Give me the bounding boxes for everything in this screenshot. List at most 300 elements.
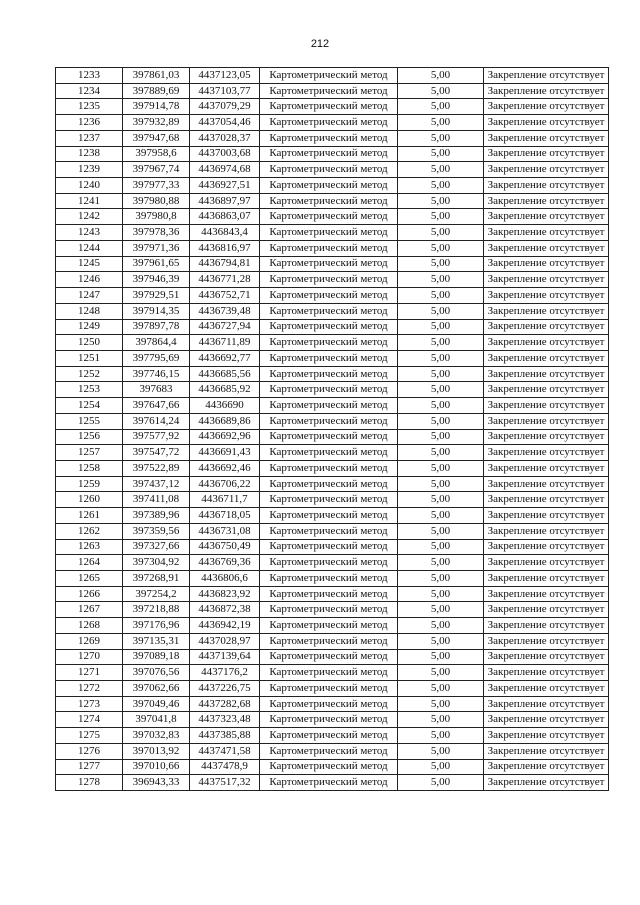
accuracy-cell: 5,00 xyxy=(398,68,484,84)
y-coordinate-cell: 4437103,77 xyxy=(190,83,260,99)
y-coordinate-cell: 4436692,96 xyxy=(190,429,260,445)
x-coordinate-cell: 397304,92 xyxy=(123,555,190,571)
x-coordinate-cell: 397062,66 xyxy=(123,681,190,697)
point-number-cell: 1268 xyxy=(56,618,123,634)
coordinates-table-body xyxy=(56,68,609,791)
point-number-cell: 1247 xyxy=(56,288,123,304)
y-coordinate-cell: 4436872,38 xyxy=(190,602,260,618)
table-row xyxy=(56,775,609,791)
x-coordinate-cell: 397961,65 xyxy=(123,256,190,272)
table-row xyxy=(56,130,609,146)
accuracy-cell: 5,00 xyxy=(398,602,484,618)
accuracy-cell: 5,00 xyxy=(398,366,484,382)
y-coordinate-cell: 4436974,68 xyxy=(190,162,260,178)
method-cell: Картометрический метод xyxy=(260,759,398,775)
table-row xyxy=(56,476,609,492)
fixing-description-cell: Закрепление отсутствует xyxy=(484,303,609,319)
method-cell: Картометрический метод xyxy=(260,209,398,225)
x-coordinate-cell: 397897,78 xyxy=(123,319,190,335)
method-cell: Картометрический метод xyxy=(260,193,398,209)
table-row xyxy=(56,712,609,728)
x-coordinate-cell: 397076,56 xyxy=(123,665,190,681)
point-number-cell: 1237 xyxy=(56,130,123,146)
x-coordinate-cell: 397647,66 xyxy=(123,398,190,414)
table-row xyxy=(56,398,609,414)
y-coordinate-cell: 4436689,86 xyxy=(190,413,260,429)
point-number-cell: 1245 xyxy=(56,256,123,272)
accuracy-cell: 5,00 xyxy=(398,272,484,288)
x-coordinate-cell: 397577,92 xyxy=(123,429,190,445)
x-coordinate-cell: 397032,83 xyxy=(123,728,190,744)
method-cell: Картометрический метод xyxy=(260,99,398,115)
point-number-cell: 1251 xyxy=(56,350,123,366)
table-row xyxy=(56,586,609,602)
point-number-cell: 1276 xyxy=(56,743,123,759)
fixing-description-cell: Закрепление отсутствует xyxy=(484,743,609,759)
method-cell: Картометрический метод xyxy=(260,350,398,366)
accuracy-cell: 5,00 xyxy=(398,83,484,99)
x-coordinate-cell: 397795,69 xyxy=(123,350,190,366)
table-row xyxy=(56,303,609,319)
table-row xyxy=(56,350,609,366)
y-coordinate-cell: 4436685,92 xyxy=(190,382,260,398)
y-coordinate-cell: 4436897,97 xyxy=(190,193,260,209)
y-coordinate-cell: 4436823,92 xyxy=(190,586,260,602)
accuracy-cell: 5,00 xyxy=(398,712,484,728)
point-number-cell: 1259 xyxy=(56,476,123,492)
fixing-description-cell: Закрепление отсутствует xyxy=(484,555,609,571)
table-row xyxy=(56,115,609,131)
table-row xyxy=(56,288,609,304)
accuracy-cell: 5,00 xyxy=(398,382,484,398)
method-cell: Картометрический метод xyxy=(260,743,398,759)
accuracy-cell: 5,00 xyxy=(398,350,484,366)
method-cell: Картометрический метод xyxy=(260,696,398,712)
accuracy-cell: 5,00 xyxy=(398,429,484,445)
method-cell: Картометрический метод xyxy=(260,256,398,272)
method-cell: Картометрический метод xyxy=(260,775,398,791)
method-cell: Картометрический метод xyxy=(260,130,398,146)
table-row xyxy=(56,445,609,461)
point-number-cell: 1252 xyxy=(56,366,123,382)
table-row xyxy=(56,508,609,524)
fixing-description-cell: Закрепление отсутствует xyxy=(484,775,609,791)
method-cell: Картометрический метод xyxy=(260,665,398,681)
method-cell: Картометрический метод xyxy=(260,225,398,241)
table-row xyxy=(56,523,609,539)
fixing-description-cell: Закрепление отсутствует xyxy=(484,413,609,429)
y-coordinate-cell: 4437003,68 xyxy=(190,146,260,162)
table-row xyxy=(56,743,609,759)
table-row xyxy=(56,555,609,571)
fixing-description-cell: Закрепление отсутствует xyxy=(484,476,609,492)
accuracy-cell: 5,00 xyxy=(398,413,484,429)
method-cell: Картометрический метод xyxy=(260,83,398,99)
x-coordinate-cell: 397089,18 xyxy=(123,649,190,665)
x-coordinate-cell: 397218,88 xyxy=(123,602,190,618)
fixing-description-cell: Закрепление отсутствует xyxy=(484,335,609,351)
accuracy-cell: 5,00 xyxy=(398,555,484,571)
x-coordinate-cell: 397041,8 xyxy=(123,712,190,728)
method-cell: Картометрический метод xyxy=(260,146,398,162)
y-coordinate-cell: 4436685,56 xyxy=(190,366,260,382)
y-coordinate-cell: 4436739,48 xyxy=(190,303,260,319)
accuracy-cell: 5,00 xyxy=(398,225,484,241)
x-coordinate-cell: 397176,96 xyxy=(123,618,190,634)
y-coordinate-cell: 4436690 xyxy=(190,398,260,414)
method-cell: Картометрический метод xyxy=(260,571,398,587)
x-coordinate-cell: 397389,96 xyxy=(123,508,190,524)
accuracy-cell: 5,00 xyxy=(398,193,484,209)
table-row xyxy=(56,633,609,649)
accuracy-cell: 5,00 xyxy=(398,162,484,178)
y-coordinate-cell: 4437054,46 xyxy=(190,115,260,131)
y-coordinate-cell: 4437028,37 xyxy=(190,130,260,146)
method-cell: Картометрический метод xyxy=(260,523,398,539)
accuracy-cell: 5,00 xyxy=(398,99,484,115)
table-row xyxy=(56,272,609,288)
accuracy-cell: 5,00 xyxy=(398,586,484,602)
fixing-description-cell: Закрепление отсутствует xyxy=(484,288,609,304)
fixing-description-cell: Закрепление отсутствует xyxy=(484,99,609,115)
accuracy-cell: 5,00 xyxy=(398,398,484,414)
accuracy-cell: 5,00 xyxy=(398,492,484,508)
method-cell: Картометрический метод xyxy=(260,476,398,492)
fixing-description-cell: Закрепление отсутствует xyxy=(484,602,609,618)
point-number-cell: 1254 xyxy=(56,398,123,414)
x-coordinate-cell: 397746,15 xyxy=(123,366,190,382)
fixing-description-cell: Закрепление отсутствует xyxy=(484,696,609,712)
fixing-description-cell: Закрепление отсутствует xyxy=(484,681,609,697)
x-coordinate-cell: 397683 xyxy=(123,382,190,398)
accuracy-cell: 5,00 xyxy=(398,288,484,304)
x-coordinate-cell: 397614,24 xyxy=(123,413,190,429)
fixing-description-cell: Закрепление отсутствует xyxy=(484,523,609,539)
x-coordinate-cell: 397980,88 xyxy=(123,193,190,209)
accuracy-cell: 5,00 xyxy=(398,256,484,272)
method-cell: Картометрический метод xyxy=(260,429,398,445)
fixing-description-cell: Закрепление отсутствует xyxy=(484,728,609,744)
accuracy-cell: 5,00 xyxy=(398,476,484,492)
accuracy-cell: 5,00 xyxy=(398,115,484,131)
point-number-cell: 1255 xyxy=(56,413,123,429)
method-cell: Картометрический метод xyxy=(260,460,398,476)
y-coordinate-cell: 4436711,7 xyxy=(190,492,260,508)
y-coordinate-cell: 4436816,97 xyxy=(190,240,260,256)
accuracy-cell: 5,00 xyxy=(398,130,484,146)
y-coordinate-cell: 4436769,36 xyxy=(190,555,260,571)
table-row xyxy=(56,99,609,115)
point-number-cell: 1275 xyxy=(56,728,123,744)
y-coordinate-cell: 4437517,32 xyxy=(190,775,260,791)
x-coordinate-cell: 397958,6 xyxy=(123,146,190,162)
fixing-description-cell: Закрепление отсутствует xyxy=(484,130,609,146)
table-row xyxy=(56,83,609,99)
method-cell: Картометрический метод xyxy=(260,335,398,351)
method-cell: Картометрический метод xyxy=(260,492,398,508)
fixing-description-cell: Закрепление отсутствует xyxy=(484,146,609,162)
y-coordinate-cell: 4437323,48 xyxy=(190,712,260,728)
accuracy-cell: 5,00 xyxy=(398,775,484,791)
y-coordinate-cell: 4436843,4 xyxy=(190,225,260,241)
fixing-description-cell: Закрепление отсутствует xyxy=(484,633,609,649)
point-number-cell: 1235 xyxy=(56,99,123,115)
y-coordinate-cell: 4436731,08 xyxy=(190,523,260,539)
point-number-cell: 1269 xyxy=(56,633,123,649)
point-number-cell: 1257 xyxy=(56,445,123,461)
accuracy-cell: 5,00 xyxy=(398,303,484,319)
x-coordinate-cell: 397522,89 xyxy=(123,460,190,476)
table-row xyxy=(56,759,609,775)
x-coordinate-cell: 397947,68 xyxy=(123,130,190,146)
accuracy-cell: 5,00 xyxy=(398,508,484,524)
method-cell: Картометрический метод xyxy=(260,162,398,178)
table-row xyxy=(56,429,609,445)
y-coordinate-cell: 4437478,9 xyxy=(190,759,260,775)
point-number-cell: 1273 xyxy=(56,696,123,712)
point-number-cell: 1262 xyxy=(56,523,123,539)
table-row xyxy=(56,602,609,618)
table-row xyxy=(56,319,609,335)
point-number-cell: 1270 xyxy=(56,649,123,665)
table-row xyxy=(56,240,609,256)
fixing-description-cell: Закрепление отсутствует xyxy=(484,350,609,366)
table-row xyxy=(56,162,609,178)
x-coordinate-cell: 397946,39 xyxy=(123,272,190,288)
fixing-description-cell: Закрепление отсутствует xyxy=(484,240,609,256)
y-coordinate-cell: 4437471,58 xyxy=(190,743,260,759)
table-row xyxy=(56,256,609,272)
fixing-description-cell: Закрепление отсутствует xyxy=(484,649,609,665)
accuracy-cell: 5,00 xyxy=(398,335,484,351)
fixing-description-cell: Закрепление отсутствует xyxy=(484,193,609,209)
x-coordinate-cell: 397359,56 xyxy=(123,523,190,539)
fixing-description-cell: Закрепление отсутствует xyxy=(484,618,609,634)
y-coordinate-cell: 4436806,6 xyxy=(190,571,260,587)
point-number-cell: 1274 xyxy=(56,712,123,728)
point-number-cell: 1261 xyxy=(56,508,123,524)
method-cell: Картометрический метод xyxy=(260,366,398,382)
y-coordinate-cell: 4437139,64 xyxy=(190,649,260,665)
table-row xyxy=(56,539,609,555)
table-row xyxy=(56,665,609,681)
point-number-cell: 1278 xyxy=(56,775,123,791)
point-number-cell: 1240 xyxy=(56,178,123,194)
method-cell: Картометрический метод xyxy=(260,178,398,194)
method-cell: Картометрический метод xyxy=(260,539,398,555)
x-coordinate-cell: 397254,2 xyxy=(123,586,190,602)
y-coordinate-cell: 4437282,68 xyxy=(190,696,260,712)
method-cell: Картометрический метод xyxy=(260,649,398,665)
x-coordinate-cell: 397889,69 xyxy=(123,83,190,99)
table-row xyxy=(56,618,609,634)
point-number-cell: 1277 xyxy=(56,759,123,775)
point-number-cell: 1244 xyxy=(56,240,123,256)
accuracy-cell: 5,00 xyxy=(398,696,484,712)
table-row xyxy=(56,460,609,476)
point-number-cell: 1233 xyxy=(56,68,123,84)
point-number-cell: 1236 xyxy=(56,115,123,131)
x-coordinate-cell: 397268,91 xyxy=(123,571,190,587)
x-coordinate-cell: 397861,03 xyxy=(123,68,190,84)
accuracy-cell: 5,00 xyxy=(398,759,484,775)
method-cell: Картометрический метод xyxy=(260,319,398,335)
x-coordinate-cell: 397978,36 xyxy=(123,225,190,241)
x-coordinate-cell: 397914,78 xyxy=(123,99,190,115)
y-coordinate-cell: 4436692,77 xyxy=(190,350,260,366)
method-cell: Картометрический метод xyxy=(260,618,398,634)
method-cell: Картометрический метод xyxy=(260,115,398,131)
fixing-description-cell: Закрепление отсутствует xyxy=(484,586,609,602)
accuracy-cell: 5,00 xyxy=(398,240,484,256)
y-coordinate-cell: 4436727,94 xyxy=(190,319,260,335)
table-row xyxy=(56,696,609,712)
point-number-cell: 1271 xyxy=(56,665,123,681)
point-number-cell: 1250 xyxy=(56,335,123,351)
point-number-cell: 1258 xyxy=(56,460,123,476)
y-coordinate-cell: 4436691,43 xyxy=(190,445,260,461)
table-row xyxy=(56,492,609,508)
fixing-description-cell: Закрепление отсутствует xyxy=(484,115,609,131)
table-row xyxy=(56,681,609,697)
x-coordinate-cell: 397135,31 xyxy=(123,633,190,649)
method-cell: Картометрический метод xyxy=(260,413,398,429)
method-cell: Картометрический метод xyxy=(260,398,398,414)
y-coordinate-cell: 4436718,05 xyxy=(190,508,260,524)
point-number-cell: 1241 xyxy=(56,193,123,209)
point-number-cell: 1248 xyxy=(56,303,123,319)
x-coordinate-cell: 397977,33 xyxy=(123,178,190,194)
accuracy-cell: 5,00 xyxy=(398,209,484,225)
fixing-description-cell: Закрепление отсутствует xyxy=(484,68,609,84)
fixing-description-cell: Закрепление отсутствует xyxy=(484,759,609,775)
fixing-description-cell: Закрепление отсутствует xyxy=(484,83,609,99)
y-coordinate-cell: 4436752,71 xyxy=(190,288,260,304)
point-number-cell: 1243 xyxy=(56,225,123,241)
y-coordinate-cell: 4437123,05 xyxy=(190,68,260,84)
fixing-description-cell: Закрепление отсутствует xyxy=(484,492,609,508)
point-number-cell: 1238 xyxy=(56,146,123,162)
point-number-cell: 1246 xyxy=(56,272,123,288)
fixing-description-cell: Закрепление отсутствует xyxy=(484,712,609,728)
table-row xyxy=(56,382,609,398)
x-coordinate-cell: 396943,33 xyxy=(123,775,190,791)
method-cell: Картометрический метод xyxy=(260,681,398,697)
table-row xyxy=(56,413,609,429)
table-row xyxy=(56,193,609,209)
table-row xyxy=(56,68,609,84)
table-row xyxy=(56,178,609,194)
x-coordinate-cell: 397010,66 xyxy=(123,759,190,775)
point-number-cell: 1267 xyxy=(56,602,123,618)
y-coordinate-cell: 4437079,29 xyxy=(190,99,260,115)
method-cell: Картометрический метод xyxy=(260,508,398,524)
table-row xyxy=(56,209,609,225)
y-coordinate-cell: 4436942,19 xyxy=(190,618,260,634)
table-row xyxy=(56,728,609,744)
point-number-cell: 1256 xyxy=(56,429,123,445)
x-coordinate-cell: 397914,35 xyxy=(123,303,190,319)
accuracy-cell: 5,00 xyxy=(398,743,484,759)
x-coordinate-cell: 397980,8 xyxy=(123,209,190,225)
accuracy-cell: 5,00 xyxy=(398,539,484,555)
accuracy-cell: 5,00 xyxy=(398,523,484,539)
y-coordinate-cell: 4437385,88 xyxy=(190,728,260,744)
table-row xyxy=(56,146,609,162)
point-number-cell: 1265 xyxy=(56,571,123,587)
point-number-cell: 1263 xyxy=(56,539,123,555)
y-coordinate-cell: 4436711,89 xyxy=(190,335,260,351)
x-coordinate-cell: 397437,12 xyxy=(123,476,190,492)
point-number-cell: 1260 xyxy=(56,492,123,508)
accuracy-cell: 5,00 xyxy=(398,728,484,744)
x-coordinate-cell: 397932,89 xyxy=(123,115,190,131)
fixing-description-cell: Закрепление отсутствует xyxy=(484,539,609,555)
fixing-description-cell: Закрепление отсутствует xyxy=(484,162,609,178)
method-cell: Картометрический метод xyxy=(260,288,398,304)
accuracy-cell: 5,00 xyxy=(398,319,484,335)
fixing-description-cell: Закрепление отсутствует xyxy=(484,178,609,194)
fixing-description-cell: Закрепление отсутствует xyxy=(484,319,609,335)
method-cell: Картометрический метод xyxy=(260,728,398,744)
point-number-cell: 1272 xyxy=(56,681,123,697)
x-coordinate-cell: 397971,36 xyxy=(123,240,190,256)
y-coordinate-cell: 4437176,2 xyxy=(190,665,260,681)
y-coordinate-cell: 4436794,81 xyxy=(190,256,260,272)
accuracy-cell: 5,00 xyxy=(398,665,484,681)
fixing-description-cell: Закрепление отсутствует xyxy=(484,209,609,225)
method-cell: Картометрический метод xyxy=(260,240,398,256)
accuracy-cell: 5,00 xyxy=(398,681,484,697)
table-row xyxy=(56,335,609,351)
method-cell: Картометрический метод xyxy=(260,382,398,398)
point-number-cell: 1234 xyxy=(56,83,123,99)
fixing-description-cell: Закрепление отсутствует xyxy=(484,429,609,445)
x-coordinate-cell: 397013,92 xyxy=(123,743,190,759)
x-coordinate-cell: 397411,08 xyxy=(123,492,190,508)
accuracy-cell: 5,00 xyxy=(398,445,484,461)
fixing-description-cell: Закрепление отсутствует xyxy=(484,665,609,681)
x-coordinate-cell: 397864,4 xyxy=(123,335,190,351)
point-number-cell: 1249 xyxy=(56,319,123,335)
y-coordinate-cell: 4436750,49 xyxy=(190,539,260,555)
method-cell: Картометрический метод xyxy=(260,712,398,728)
method-cell: Картометрический метод xyxy=(260,303,398,319)
fixing-description-cell: Закрепление отсутствует xyxy=(484,445,609,461)
table-row xyxy=(56,649,609,665)
point-number-cell: 1264 xyxy=(56,555,123,571)
y-coordinate-cell: 4436771,28 xyxy=(190,272,260,288)
point-number-cell: 1266 xyxy=(56,586,123,602)
page-number: 212 xyxy=(310,38,330,50)
x-coordinate-cell: 397547,72 xyxy=(123,445,190,461)
y-coordinate-cell: 4436927,51 xyxy=(190,178,260,194)
x-coordinate-cell: 397327,66 xyxy=(123,539,190,555)
table-row xyxy=(56,225,609,241)
method-cell: Картометрический метод xyxy=(260,272,398,288)
x-coordinate-cell: 397929,51 xyxy=(123,288,190,304)
fixing-description-cell: Закрепление отсутствует xyxy=(484,272,609,288)
accuracy-cell: 5,00 xyxy=(398,178,484,194)
accuracy-cell: 5,00 xyxy=(398,571,484,587)
fixing-description-cell: Закрепление отсутствует xyxy=(484,460,609,476)
fixing-description-cell: Закрепление отсутствует xyxy=(484,256,609,272)
x-coordinate-cell: 397049,46 xyxy=(123,696,190,712)
y-coordinate-cell: 4436863,07 xyxy=(190,209,260,225)
y-coordinate-cell: 4436692,46 xyxy=(190,460,260,476)
method-cell: Картометрический метод xyxy=(260,68,398,84)
method-cell: Картометрический метод xyxy=(260,445,398,461)
